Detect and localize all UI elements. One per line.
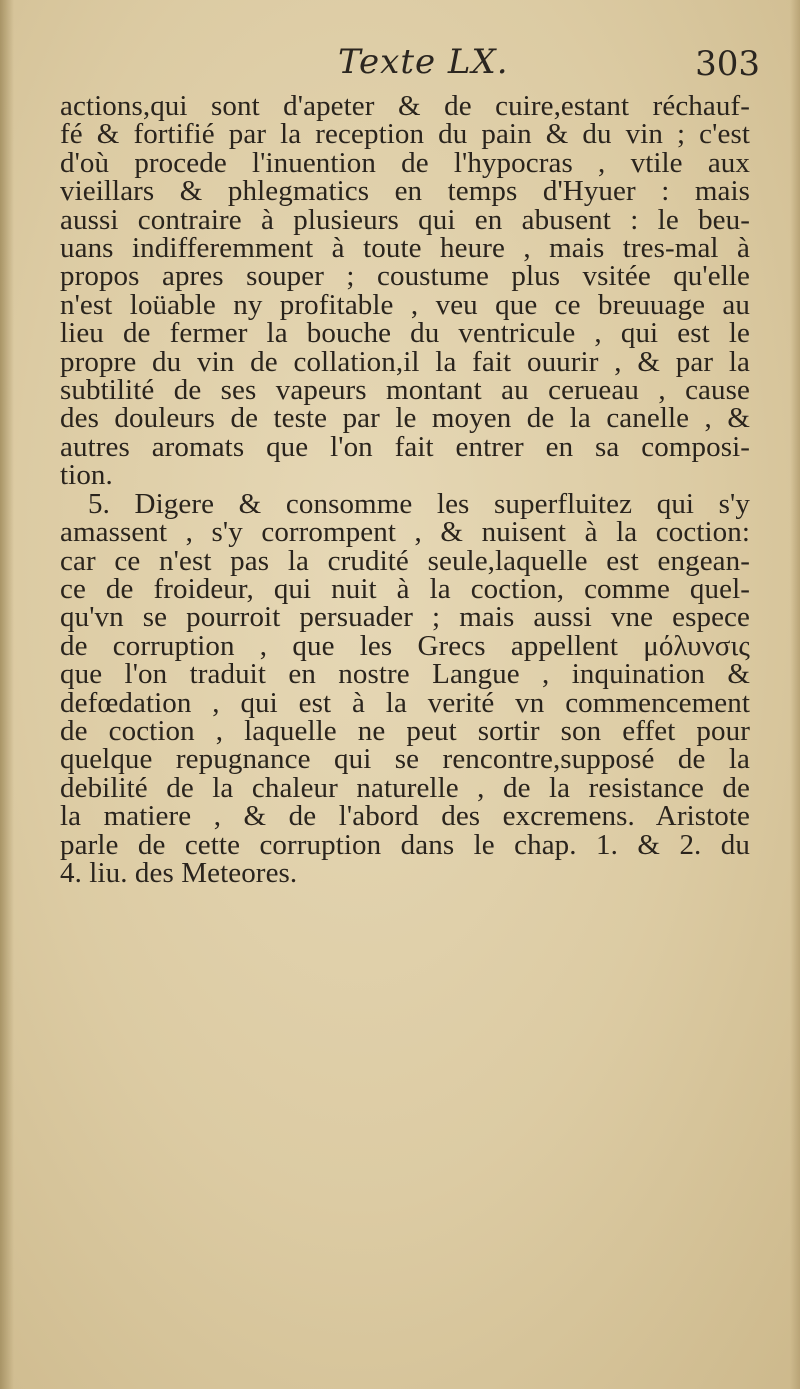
- text-line: autres aromats que l'on fait entrer en sa composi-: [60, 430, 750, 463]
- text-line: tion.: [60, 459, 113, 492]
- text-line: parle de cette corruption dans le chap. 1. & 2. du: [60, 828, 750, 861]
- text-line: lieu de fermer la bouche du ventricule , qui est le: [60, 317, 750, 350]
- text-line: ce de froideur, qui nuit à la coction, comme quel-: [60, 572, 750, 605]
- text-line: fé & fortifié par la reception du pain & du vin ; c'est: [60, 118, 750, 151]
- text-line: de corruption , que les Grecs appellent μόλυνσις: [60, 629, 750, 662]
- page-right-edge-shadow: [790, 0, 800, 1389]
- text-line: 5. Digere & consomme les superfluitez qui s'y: [88, 487, 750, 520]
- text-line: vieillars & phlegmatics en temps d'Hyuer : mais: [60, 175, 750, 208]
- text-line: actions,qui sont d'apeter & de cuire,estant réchauf-: [60, 90, 750, 122]
- text-line: defœdation , qui est à la verité vn commencement: [60, 686, 750, 719]
- text-line: la matiere , & de l'abord des excremens. Aristote: [60, 800, 750, 833]
- page-left-edge-shadow: [0, 0, 14, 1389]
- paragraph-2: [60, 487, 750, 889]
- page-number: 303: [695, 44, 760, 84]
- text-line: propos apres souper ; coustume plus vsitée qu'elle: [60, 260, 750, 293]
- text-line: n'est loüable ny profitable , veu que ce breuuage au: [60, 288, 750, 321]
- text-line: propre du vin de collation,il la fait ouurir , & par la: [60, 345, 750, 378]
- text-line: quelque repugnance qui se rencontre,supposé de la: [60, 743, 750, 776]
- page-header: [60, 40, 772, 96]
- text-line: d'où procede l'inuention de l'hypocras , vtile aux: [60, 146, 750, 179]
- text-line: car ce n'est pas la crudité seule,laquelle est engean-: [60, 544, 750, 577]
- text-line: debilité de la chaleur naturelle , de la resistance de: [60, 771, 750, 804]
- body-text: [60, 92, 750, 887]
- text-line: aussi contraire à plusieurs qui en abusent : le beu-: [60, 203, 750, 236]
- text-line: des douleurs de teste par le moyen de la canelle , &: [60, 402, 750, 435]
- text-line: subtilité de ses vapeurs montant au cerueau , cause: [60, 374, 750, 407]
- running-title: Texte LX.: [338, 42, 509, 82]
- text-line: que l'on traduit en nostre Langue , inquination &: [60, 658, 750, 691]
- text-line: qu'vn se pourroit persuader ; mais aussi vne espece: [60, 601, 750, 634]
- text-line: de coction , laquelle ne peut sortir son effet pour: [60, 714, 750, 747]
- text-line: uans indifferemment à toute heure , mais tres-mal à: [60, 232, 750, 265]
- paragraph-1: [60, 92, 750, 490]
- text-line: 4. liu. des Meteores.: [60, 856, 298, 889]
- text-line: amassent , s'y corrompent , & nuisent à la coction:: [60, 516, 750, 549]
